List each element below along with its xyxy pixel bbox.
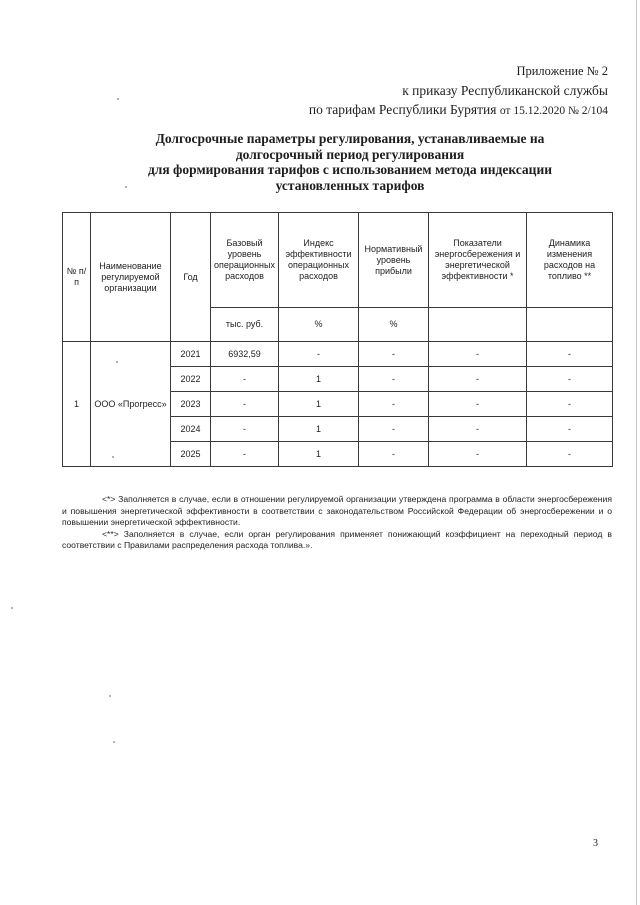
header-profit-level: Нормативный уровень прибыли	[359, 213, 429, 308]
cell-fuel-dynamics: -	[527, 342, 613, 367]
annex-order: к приказу Республиканской службы	[402, 83, 608, 98]
unit-efficiency-index: %	[279, 308, 359, 342]
cell-efficiency-index: -	[279, 342, 359, 367]
table-row	[63, 342, 613, 367]
footnote-energy-efficiency: <*> Заполняется в случае, если в отношении регулируемой организации утверждена программа в области энергосбережения и повышения энергетической эффективности в соответствии с законодательством Российской Федерации об энергосбережении и о повышении энергетической эффективности.	[62, 494, 612, 527]
cell-year: 2024	[171, 417, 211, 442]
cell-efficiency-index: 1	[279, 367, 359, 392]
scan-speck	[117, 98, 119, 100]
cell-energy-efficiency: -	[429, 342, 527, 367]
footnotes	[62, 494, 612, 552]
title-line: долгосрочный период регулирования	[235, 146, 465, 162]
unit-energy-efficiency	[429, 308, 527, 342]
cell-profit-level: -	[359, 392, 429, 417]
cell-profit-level: -	[359, 342, 429, 367]
cell-fuel-dynamics: -	[527, 417, 613, 442]
header-num: № п/п	[63, 213, 91, 342]
header-org: Наименование регулируемой организации	[91, 213, 171, 342]
cell-efficiency-index: 1	[279, 442, 359, 467]
cell-year: 2025	[171, 442, 211, 467]
title-line: для формирования тарифов с использованием метода индексации	[147, 162, 553, 177]
cell-year: 2023	[171, 392, 211, 417]
annex-authority-name: по тарифам Республики Бурятия	[308, 102, 497, 117]
header-base-opex: Базовый уровень операционных расходов	[211, 213, 279, 308]
header-year: Год	[171, 213, 211, 342]
annex-order-ref: от 15.12.2020 № 2/104	[499, 105, 608, 117]
scan-speck	[11, 607, 13, 609]
annex-header	[309, 62, 608, 121]
header-energy-efficiency: Показатели энергосбережения и энергетической эффективности *	[429, 213, 527, 308]
cell-base-opex: -	[211, 417, 279, 442]
header-fuel-dynamics: Динамика изменения расходов на топливо **	[527, 213, 613, 308]
unit-base-opex: тыс. руб.	[211, 308, 279, 342]
unit-profit-level: %	[359, 308, 429, 342]
cell-fuel-dynamics: -	[527, 442, 613, 467]
annex-number: Приложение № 2	[516, 64, 608, 78]
unit-fuel-dynamics	[527, 308, 613, 342]
title-line: установленных тарифов	[275, 177, 425, 193]
cell-profit-level: -	[359, 367, 429, 392]
scan-speck	[109, 695, 111, 697]
cell-energy-efficiency: -	[429, 417, 527, 442]
page-number: 3	[593, 838, 598, 849]
annex-authority	[309, 100, 608, 121]
cell-base-opex: 6932,59	[211, 342, 279, 367]
footnote-fuel: <**> Заполняется в случае, если орган регулирования применяет понижающий коэффициент на переходный период в соответствии с Правилами распределения расхода топлива.».	[62, 528, 612, 550]
cell-profit-level: -	[359, 442, 429, 467]
cell-fuel-dynamics: -	[527, 392, 613, 417]
organization-name: ООО «Прогресс»	[91, 342, 171, 467]
cell-base-opex: -	[211, 442, 279, 467]
cell-energy-efficiency: -	[429, 442, 527, 467]
header-efficiency-index: Индекс эффективности операционных расходов	[279, 213, 359, 308]
cell-efficiency-index: 1	[279, 417, 359, 442]
title-line: Долгосрочные параметры регулирования, устанавливаемые на	[155, 131, 545, 146]
cell-efficiency-index: 1	[279, 392, 359, 417]
cell-base-opex: -	[211, 367, 279, 392]
cell-base-opex: -	[211, 392, 279, 417]
cell-year: 2021	[171, 342, 211, 367]
scan-speck	[113, 741, 115, 743]
parameters-table	[62, 212, 613, 467]
table-header-row	[63, 213, 613, 308]
cell-year: 2022	[171, 367, 211, 392]
document-title	[90, 131, 610, 193]
cell-profit-level: -	[359, 417, 429, 442]
cell-energy-efficiency: -	[429, 367, 527, 392]
cell-energy-efficiency: -	[429, 392, 527, 417]
row-number: 1	[63, 342, 91, 467]
scan-edge-line	[636, 0, 637, 905]
cell-fuel-dynamics: -	[527, 367, 613, 392]
